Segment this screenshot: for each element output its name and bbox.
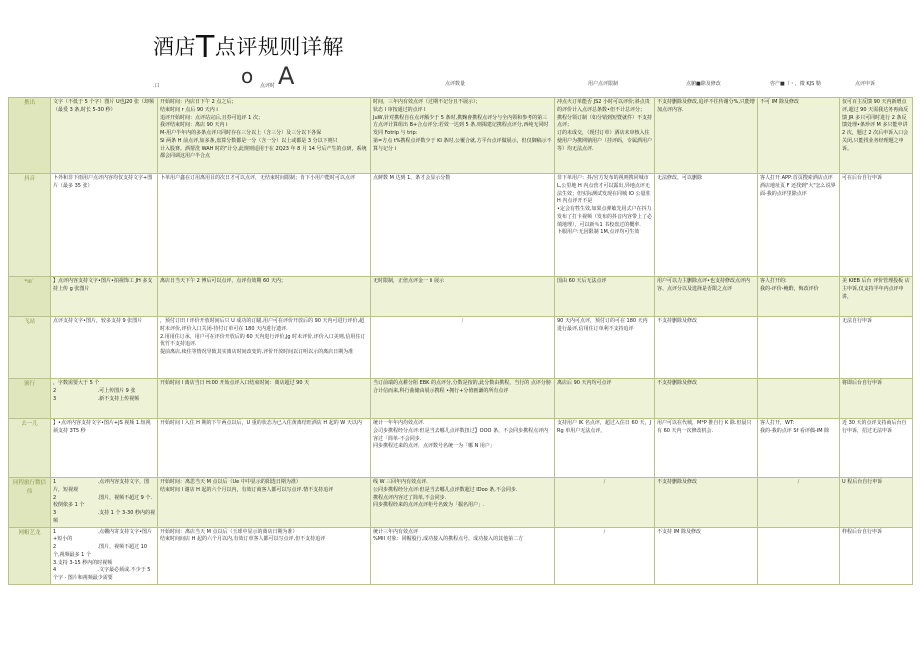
header-appeal: 点评申诉 bbox=[855, 81, 876, 87]
appeal-cell-text: 样程后台自行申诉 bbox=[842, 528, 883, 535]
time-cell-text: 开始时间：离思当天 M 点以后（Ue 中中显示的阳选日期为准） 结束时间 l 谢店 H 起的六个月以内，有效订商客人都可以写点评.情不支持追评 bbox=[160, 479, 334, 493]
time-cell bbox=[158, 98, 371, 174]
time-cell-text: 离店日当天下午 2 傅后可以点评，点评有效期 60 天内； bbox=[160, 278, 286, 284]
time-cell-text: 开始时间 l 入住 H 期的下午两点以后，U 重的状态为已入住黄离结旺酒店 H 起的 W 天以内 bbox=[160, 420, 362, 426]
appeal-cell bbox=[840, 317, 913, 379]
appeal-cell-text: 近 30 天的点评支持商后台自行申诉，招过无法申诉 bbox=[842, 420, 907, 434]
platform-cell bbox=[9, 174, 51, 277]
neg-cell bbox=[655, 277, 758, 317]
subtitle-time: 点评时 bbox=[260, 83, 276, 89]
title-suffix: 点评规则详解 bbox=[214, 35, 344, 59]
header-count: 点评数量 bbox=[445, 81, 466, 87]
table-row bbox=[9, 478, 913, 528]
platform-cell bbox=[9, 527, 51, 584]
delete-cell bbox=[555, 317, 655, 379]
limit-cell-text: 点鲜数 M 达到 1、条才会显示分数 bbox=[373, 175, 451, 181]
query-cell bbox=[758, 478, 840, 528]
neg-cell-text: 不支持 IM 除及修改 bbox=[657, 528, 701, 535]
neg-cell-text: 不支持删除及修改 bbox=[657, 380, 698, 386]
neg-cell-text: 无法修改，可以删除 bbox=[657, 175, 703, 181]
platform-cell bbox=[9, 98, 51, 174]
neg-cell bbox=[655, 419, 758, 478]
query-cell bbox=[758, 174, 840, 277]
time-cell-text: ，预付订田 l 评价开放时间后只 U 成功的订瞄,用户可在评价开放后的 90 天内可进行评价,超时未评价,评价入口关闭-待付订单可在 180 天内进行遗评. 2.用用住订承，用户可在评价开放后的 60 天内进行评价,Jg 时未评价,评价入口美则,信用住订优竹不支持追评. 提前离店,续住等情况导致其实离店时间改变的,评价开放时间以订明以示的离店日期为准 bbox=[160, 318, 366, 355]
time-cell bbox=[158, 478, 371, 528]
appeal-cell-text: 无法自行申诉 bbox=[842, 318, 873, 324]
delete-cell-text: 90 天内可点评，预付订的可在 180 天内进行最评,信用住订单利不支持追评 bbox=[557, 318, 648, 332]
table-row bbox=[9, 98, 913, 174]
table-row bbox=[9, 277, 913, 317]
appeal-cell-text: 仅可百主反馈 90 天内新增点评,超过 90 天需我达务再商反馈 JR 多只可同时进行 2 条反馈处理•条珍评 M 多只能申讲 2 次，题过 2 次后申诉入口会关闭,只能找业务经理题之申诉。 bbox=[842, 99, 910, 152]
rules-table bbox=[8, 97, 913, 585]
query-cell bbox=[758, 419, 840, 478]
platform-cell-text: 同程旅行微信伟 bbox=[12, 480, 46, 495]
limit-cell bbox=[371, 478, 555, 528]
limit-cell-text: 无时限制，正倍点评金一 li 展示 bbox=[373, 278, 444, 284]
neg-cell bbox=[655, 379, 758, 419]
platform-cell-text: 抖音 bbox=[23, 176, 35, 182]
neg-cell bbox=[655, 174, 758, 277]
appeal-cell-text: U 程后台自行申诉 bbox=[842, 479, 883, 485]
page-title bbox=[153, 30, 344, 65]
appeal-cell bbox=[840, 527, 913, 584]
limit-cell-text: / bbox=[461, 318, 464, 324]
neg-cell bbox=[655, 98, 758, 174]
query-cell-text: 不可 IM 除及修改 bbox=[760, 99, 799, 105]
query-cell-text: 客人打开的: 我的-评价-鲍酢，悔改评价 bbox=[760, 278, 819, 292]
limit-cell bbox=[371, 419, 555, 478]
platform-cell-text: 网帽艺龙 bbox=[18, 529, 41, 536]
subtitle-a: A bbox=[278, 62, 295, 90]
query-cell bbox=[758, 98, 840, 174]
platform-cell bbox=[9, 478, 51, 528]
table-row bbox=[9, 317, 913, 379]
limit-cell bbox=[371, 277, 555, 317]
count-cell bbox=[51, 527, 158, 584]
time-cell-text: 开始时间 l 离店当日 H:00 开始点评入口结束时间：离店超过 90 天 bbox=[160, 380, 310, 386]
delete-cell-text: 离店后 90 天内均可点评 bbox=[557, 380, 612, 386]
limit-cell bbox=[371, 317, 555, 379]
query-cell-text: 客人打开 APP:首页搜索酒店点评酒店地址页 F 还找到"大"怎么说界面-我的点评里除点评 bbox=[760, 175, 836, 197]
appeal-cell bbox=[840, 478, 913, 528]
limit-cell-text: 时间，三年内有效点评（过期不记分且不展示）； 状态 l 审按通过的点评 l JuW,针对携程自在点评额少于 5 条时,携麴會携程点评分与全内领和参考的第三方点评计算组出 B+合点评分;若效一达到 5 条,则揭建记携程点评分,西纯无同时发同 Fotrip 与 trip: 第=方点 t%携程点评数少于 KI 条时,公覆合就,方平台点评做展示，但仅御稿示不算与记分 i bbox=[373, 99, 552, 152]
query-cell bbox=[758, 379, 840, 419]
count-cell bbox=[51, 317, 158, 379]
platform-cell-text: 携出 bbox=[23, 100, 35, 106]
count-cell-text: 文字（不低于 5 个字）图片 U也J20 张（却频（最爰 3 条,时长 5-30 秒） bbox=[53, 99, 155, 113]
limit-cell-text: 统计一年年内均效点评. 会司步携程经分点评:但是当去哪儿点评数扭过】OOO 条，不会同步携程点评内容过「简单-不会同步. 同步携程过来的点评，点评数号名统一为「哪 N 用户」 bbox=[373, 420, 549, 450]
appeal-cell bbox=[840, 379, 913, 419]
appeal-cell bbox=[840, 277, 913, 317]
header-query: 咨产■（・、徵 KJS 勒 bbox=[770, 81, 821, 87]
neg-cell-text: 用户可以在代城，M*P 推自行 K 除.但晨只有 60 天内一次修改机会. bbox=[657, 420, 752, 434]
neg-cell-text: 不支持删除及修改,追评不往传谢分%,只能增加点评内容. bbox=[657, 99, 755, 113]
platform-cell-text: 飞站 bbox=[23, 319, 35, 325]
count-cell bbox=[51, 174, 158, 277]
neg-cell bbox=[655, 478, 758, 528]
count-cell-text: ，字数需要大于 5 个 2 .可上传图片 9 张 3 .新不支持上传视频 bbox=[53, 380, 140, 402]
limit-cell-text: 统计三年内有效点评 %MlI 对象：同帽股行,成功接入的携程点号，成功接入的其他第二方 bbox=[373, 528, 524, 543]
delete-cell-text: 支持用户 IK 名点评，超过入住日 60 天，JRg 单用户无法点评， bbox=[557, 420, 651, 434]
count-cell bbox=[51, 478, 158, 528]
neg-cell-text: 用户可以力主删除点评•也支持修改点评内容、点评分以及选择是否限之点评 bbox=[657, 278, 750, 292]
delete-cell bbox=[555, 277, 655, 317]
header-user-limit: 用户点评限制 bbox=[588, 81, 619, 87]
limit-cell bbox=[371, 98, 555, 174]
delete-cell bbox=[555, 98, 655, 174]
delete-cell bbox=[555, 379, 655, 419]
table-row bbox=[9, 527, 913, 584]
query-cell-text: / bbox=[797, 479, 800, 485]
platform-cell-text: 颁行 bbox=[23, 381, 35, 387]
time-cell bbox=[158, 277, 371, 317]
title-prefix: 酒店 bbox=[153, 35, 196, 59]
table-row bbox=[9, 379, 913, 419]
appeal-cell bbox=[840, 174, 913, 277]
appeal-cell bbox=[840, 98, 913, 174]
time-cell-text: 开始时间：内店日下午 2 点之后； 结束时间 r 点后 90 天内 i 追评开始时间：点评站完后,且券可追评 1 次； 我评结束时间：离店 90 天内 i M-用户半年内的多条点评只同时存在三分以上（含三分）及三分以下各保 Sl 两条 H 前点评,如多条,盘算分数都是一分（含一分）以上或都是 3 分以下则只 计入股赛。酒帮洗 WAH 时的"计分,此规则适用于在 2Q23 年 8 月 14 号后产生的点研，系统都会同调这用户半合点 bbox=[160, 99, 367, 160]
query-cell bbox=[758, 277, 840, 317]
appeal-cell-text: 美 KIEB 后台 评价管理投板 店主申诉,仅支持半年内点评申讲， bbox=[842, 278, 910, 300]
title-big-letter: T bbox=[196, 30, 215, 65]
count-cell-text: 点评支持文字•图片，较多支持 9 张图片 bbox=[53, 318, 143, 324]
delete-cell-text: / bbox=[603, 479, 606, 485]
platform-cell bbox=[9, 419, 51, 478]
time-cell bbox=[158, 419, 371, 478]
time-cell bbox=[158, 174, 371, 277]
platform-cell bbox=[9, 277, 51, 317]
table-row bbox=[9, 174, 913, 277]
limit-cell bbox=[371, 527, 555, 584]
count-cell-text: 1 .点评内容支持文字，图片，短视观 2 .图片，视频不超过 9 个.校倒依多 1 个 3 .支持 1 个 3-30 秒内的视频 bbox=[53, 479, 155, 524]
time-cell bbox=[158, 317, 371, 379]
delete-cell-text: / bbox=[603, 528, 606, 535]
platform-cell-text: 去一儿 bbox=[21, 421, 38, 427]
count-cell bbox=[51, 379, 158, 419]
delete-cell bbox=[555, 174, 655, 277]
neg-cell-text: 不支持删除及修改 bbox=[657, 479, 698, 485]
count-cell bbox=[51, 98, 158, 174]
limit-cell-text: 线 W 三回年内有效点评. 公同步携程经分点评:但是当去哪儿点评数超过 IDoo 条,不会同步. 携程点评内容过了简单,不会同步. 同步携程经来的点评点评柜号名致为「掘名用户」. bbox=[373, 479, 518, 509]
count-cell bbox=[51, 419, 158, 478]
neg-cell-text: 不支持删除及修改 bbox=[657, 318, 698, 324]
count-cell-text: 卜外和非下雨用户点评内容均仅支持文字+图片（最多 35 张） bbox=[53, 175, 153, 189]
time-cell-text: 卜单用户鑫在订用离用目的次日才可以点评，无结束时间限制；肯下小用户能时可以点评 bbox=[160, 175, 356, 181]
limit-cell bbox=[371, 174, 555, 277]
platform-cell bbox=[9, 317, 51, 379]
limit-cell-text: 当订前端的点耕分阻 EBK 的点评分,分数是按的,此分数由携程，当行的 点评分膀合计信而来,科行曲储由展示携程 •拥行+分值画谦的所有点评 bbox=[373, 380, 551, 394]
delete-cell-text: 冲点火订单能否 JS2 小时可以评价;斜点贵的评价计入点评总条数•但不计总评分； 携程分领订制（如分销到短暨就件）不支持点评； 订的未成交，（现付订单）酒店未审核入住使用户为携网钠用户（挂评码，专属酒用户等）均无法点评. bbox=[557, 99, 653, 152]
platform-cell bbox=[9, 379, 51, 419]
subtitle-o: o bbox=[241, 64, 254, 88]
neg-cell bbox=[655, 527, 758, 584]
table-row bbox=[9, 419, 913, 478]
platform-cell-text: *iii` bbox=[24, 279, 35, 285]
time-cell-text: 开始时间：离店当天 M 点以后（玉球中显示的离店日期为准） 结束时间间店 H 起的六个月以内,有效订单客人都可以写点评,但不支持追评 bbox=[160, 528, 326, 543]
delete-cell bbox=[555, 527, 655, 584]
query-cell bbox=[758, 527, 840, 584]
time-cell bbox=[158, 379, 371, 419]
count-cell bbox=[51, 277, 158, 317]
appeal-cell-text: 可在后台自行申诉 bbox=[842, 175, 883, 181]
query-cell bbox=[758, 317, 840, 379]
header-delete-edit: 点腑■除及修改 bbox=[686, 81, 721, 87]
delete-cell-text: 非下单用户：抖/官方发布的视则携同城市 L,公里地 H 内点营才可以露出,异地点评无法生效；但实际测试发现在同城 lO 公量驻 H 内点评开不是 •定会有牲生效,如果点弹敏先用式户在抖力发布了打卡视频（发布的抖音内容带上了必填地理），可以新％1 书校盘过的概率. 卜服用户:无因限制 1M,点评均可生效 bbox=[557, 175, 653, 236]
time-cell bbox=[158, 527, 371, 584]
appeal-cell-text: 将即后台自行申诉 bbox=[842, 380, 883, 386]
delete-cell-text: 国由 60 天后无法点评 bbox=[557, 278, 607, 284]
count-cell-text: 】•点评内容支持文字•图片+JS 视频 1.短视须支持 3T5 秒 bbox=[53, 420, 151, 434]
subtitle-dot: .口 bbox=[153, 83, 160, 89]
limit-cell bbox=[371, 379, 555, 419]
query-cell-text: 客人打开，WT: 我的-我的点评 Sf 看评偶-IM 除 bbox=[760, 420, 830, 434]
count-cell-text: 1 .点棚内寄支持文字•图片+短小的 2 .图片，视频不超过 10 个,视频最多 1 个 3.支持 3-15 秒内的时视频 4 .文字最必须或.不少于 5 个字 · 图片和视频最少需要 bbox=[53, 528, 153, 581]
neg-cell bbox=[655, 317, 758, 379]
delete-cell bbox=[555, 419, 655, 478]
count-cell-text: 】点评内容支持文字•图片•拍视饰工 JH 多支持上传 g 张图片 bbox=[53, 278, 153, 292]
appeal-cell bbox=[840, 419, 913, 478]
delete-cell bbox=[555, 478, 655, 528]
